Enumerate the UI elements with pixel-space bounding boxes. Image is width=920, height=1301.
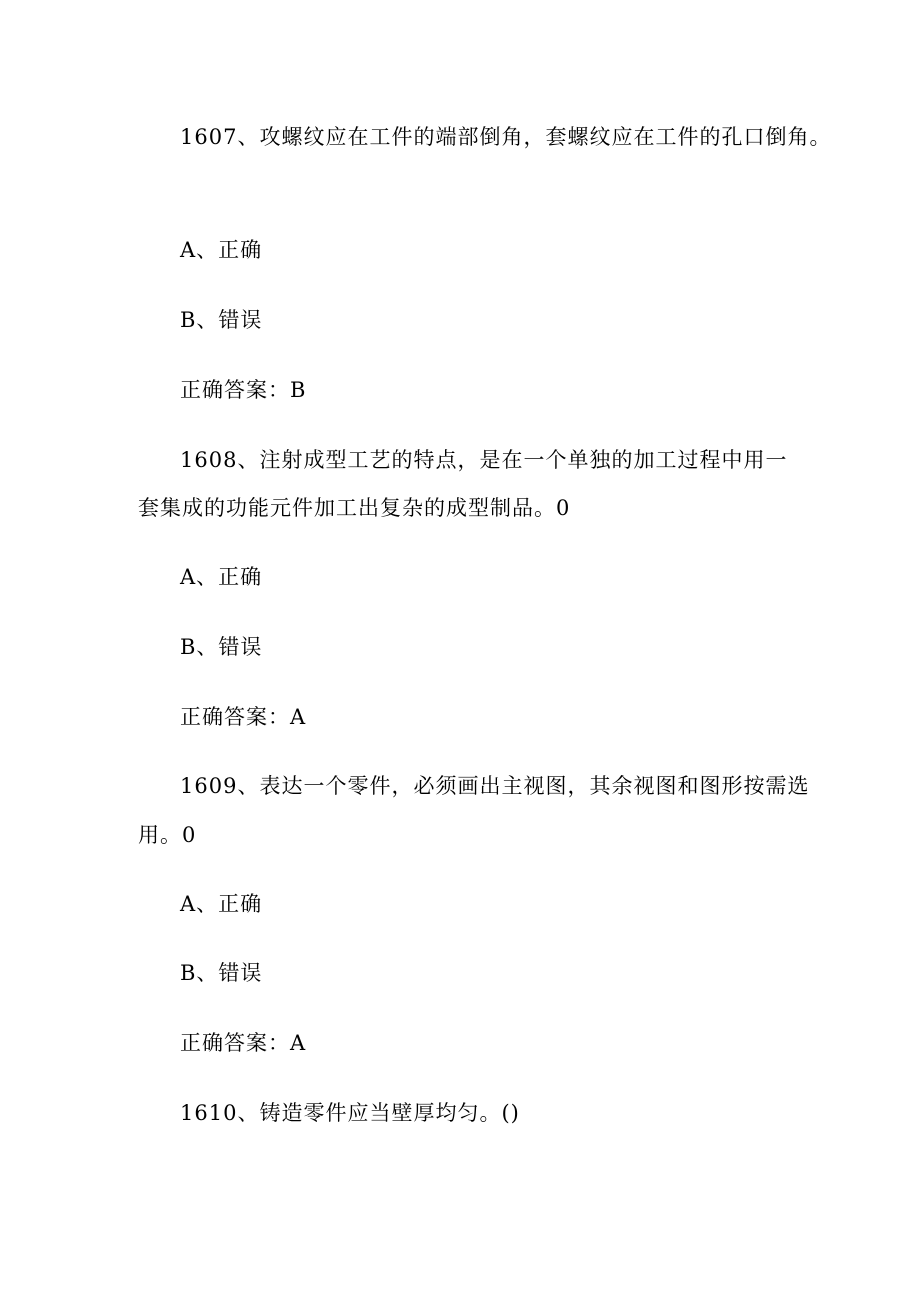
question-1608-text-line-2: 套集成的功能元件加工出复杂的成型制品。0 (138, 496, 571, 520)
question-1607-option-b: B、错误 (180, 308, 263, 332)
question-1608-answer: 正确答案：A (180, 705, 307, 729)
question-1609-option-b: B、错误 (180, 961, 263, 985)
question-1607-option-a: A、正确 (180, 238, 263, 262)
question-1609-text-line-1: 1609、表达一个零件，必须画出主视图，其余视图和图形按需选 (180, 774, 810, 798)
question-1607-text: 1607、攻螺纹应在工件的端部倒角，套螺纹应在工件的孔口倒角。 (180, 125, 832, 149)
question-1609-text-line-2: 用。0 (138, 823, 197, 847)
question-1608-text-line-1: 1608、注射成型工艺的特点，是在一个单独的加工过程中用一 (180, 448, 788, 472)
question-1609-option-a: A、正确 (180, 892, 263, 916)
question-1608-option-a: A、正确 (180, 565, 263, 589)
question-1607-answer: 正确答案：B (180, 378, 307, 402)
question-1610-text: 1610、铸造零件应当壁厚均匀。() (180, 1101, 520, 1125)
question-1609-answer: 正确答案：A (180, 1031, 307, 1055)
question-1608-option-b: B、错误 (180, 635, 263, 659)
